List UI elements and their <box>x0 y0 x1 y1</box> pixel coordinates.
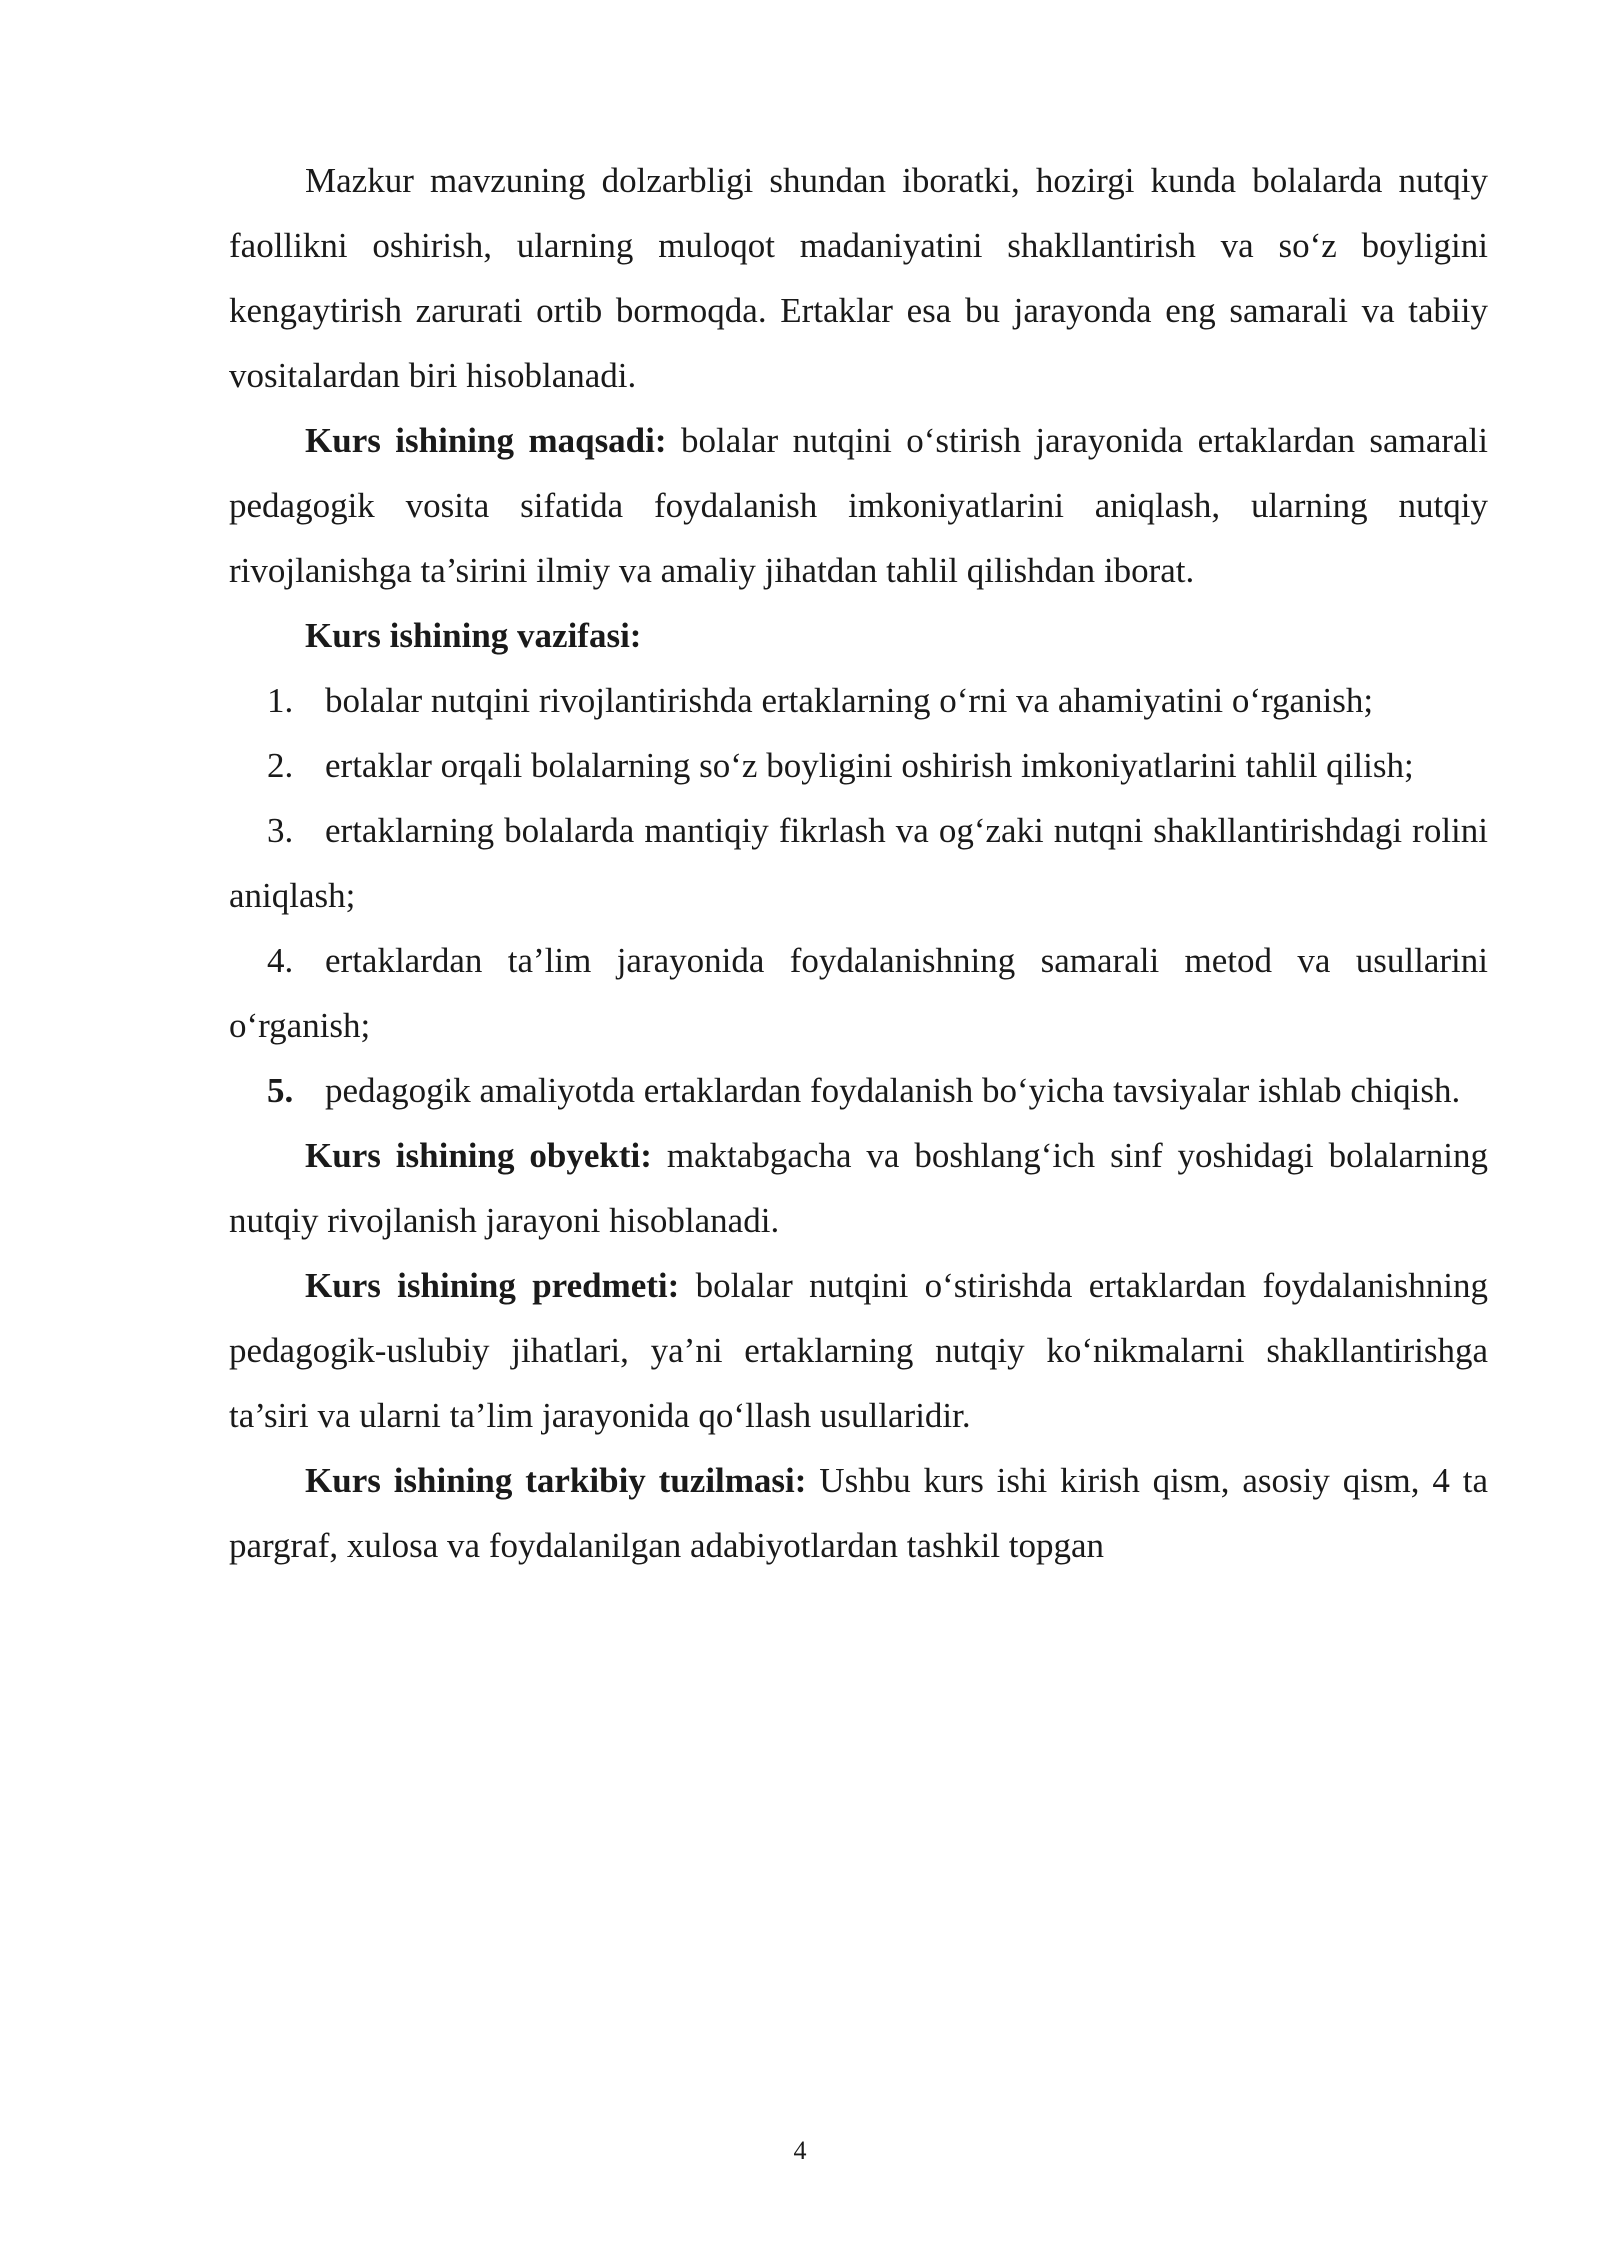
goal-label: Kurs ishining maqsadi: <box>305 421 667 460</box>
page-number: 4 <box>793 2136 807 2165</box>
subject-text: bolalar nutqini o‘stirishda ertaklardan foydalanishning pedagogik-uslubiy jihatlari, ya’ni ertaklarning nutqiy ko‘nikmalarni shakllantirishga ta’siri va ularni ta’lim jarayonida qo‘llash usullaridir. <box>229 1266 1488 1435</box>
object-label: Kurs ishining obyekti: <box>305 1136 652 1175</box>
object-paragraph <box>229 1123 1488 1253</box>
task-item <box>229 1058 1488 1123</box>
subject-paragraph <box>229 1253 1488 1448</box>
document-page <box>229 148 1488 1578</box>
task-text: ertaklar orqali bolalarning so‘z boyligini oshirish imkoniyatlarini tahlil qilish; <box>325 746 1414 785</box>
task-number: 2. <box>267 746 294 785</box>
goal-paragraph <box>229 408 1488 603</box>
structure-label: Kurs ishining tarkibiy tuzilmasi: <box>305 1461 807 1500</box>
intro-paragraph: Mazkur mavzuning dolzarbligi shundan iboratki, hozirgi kunda bolalarda nutqiy faollikni oshirish, ularning muloqot madaniyatini shakllantirish va so‘z boyligini kengaytirish zarurati ortib bormoqda. Ertaklar esa bu jarayonda eng samarali va tabiiy vositalardan biri hisoblanadi. <box>229 161 1488 395</box>
structure-text: Ushbu kurs ishi kirish qism, asosiy qism, 4 ta pargraf, xulosa va foydalanilgan adabiyotlardan tashkil topgan <box>229 1461 1488 1565</box>
task-text: ertaklardan ta’lim jarayonida foydalanishning samarali metod va usullarini o‘rganish; <box>229 941 1488 1045</box>
task-item <box>229 928 1488 1058</box>
task-number: 1. <box>267 681 294 720</box>
task-text: ertaklarning bolalarda mantiqiy fikrlash va og‘zaki nutqni shakllantirishdagi rolini aniqlash; <box>229 811 1488 915</box>
task-item <box>229 668 1488 733</box>
task-number: 4. <box>267 941 294 980</box>
subject-label: Kurs ishining predmeti: <box>305 1266 680 1305</box>
task-number: 5. <box>267 1071 294 1110</box>
tasks-heading: Kurs ishining vazifasi: <box>305 616 642 655</box>
task-item <box>229 733 1488 798</box>
goal-text: bolalar nutqini o‘stirish jarayonida ertaklardan samarali pedagogik vosita sifatida foydalanish imkoniyatlarini aniqlash, ularning nutqiy rivojlanishga ta’sirini ilmiy va amaliy jihatdan tahlil qilishdan iborat. <box>229 421 1488 590</box>
task-item <box>229 798 1488 928</box>
task-number: 3. <box>267 811 294 850</box>
structure-paragraph <box>229 1448 1488 1578</box>
task-text: bolalar nutqini rivojlantirishda ertaklarning o‘rni va ahamiyatini o‘rganish; <box>325 681 1374 720</box>
task-text: pedagogik amaliyotda ertaklardan foydalanish bo‘yicha tavsiyalar ishlab chiqish. <box>325 1071 1461 1110</box>
object-text: maktabgacha va boshlang‘ich sinf yoshidagi bolalarning nutqiy rivojlanish jarayoni hisoblanadi. <box>229 1136 1488 1240</box>
